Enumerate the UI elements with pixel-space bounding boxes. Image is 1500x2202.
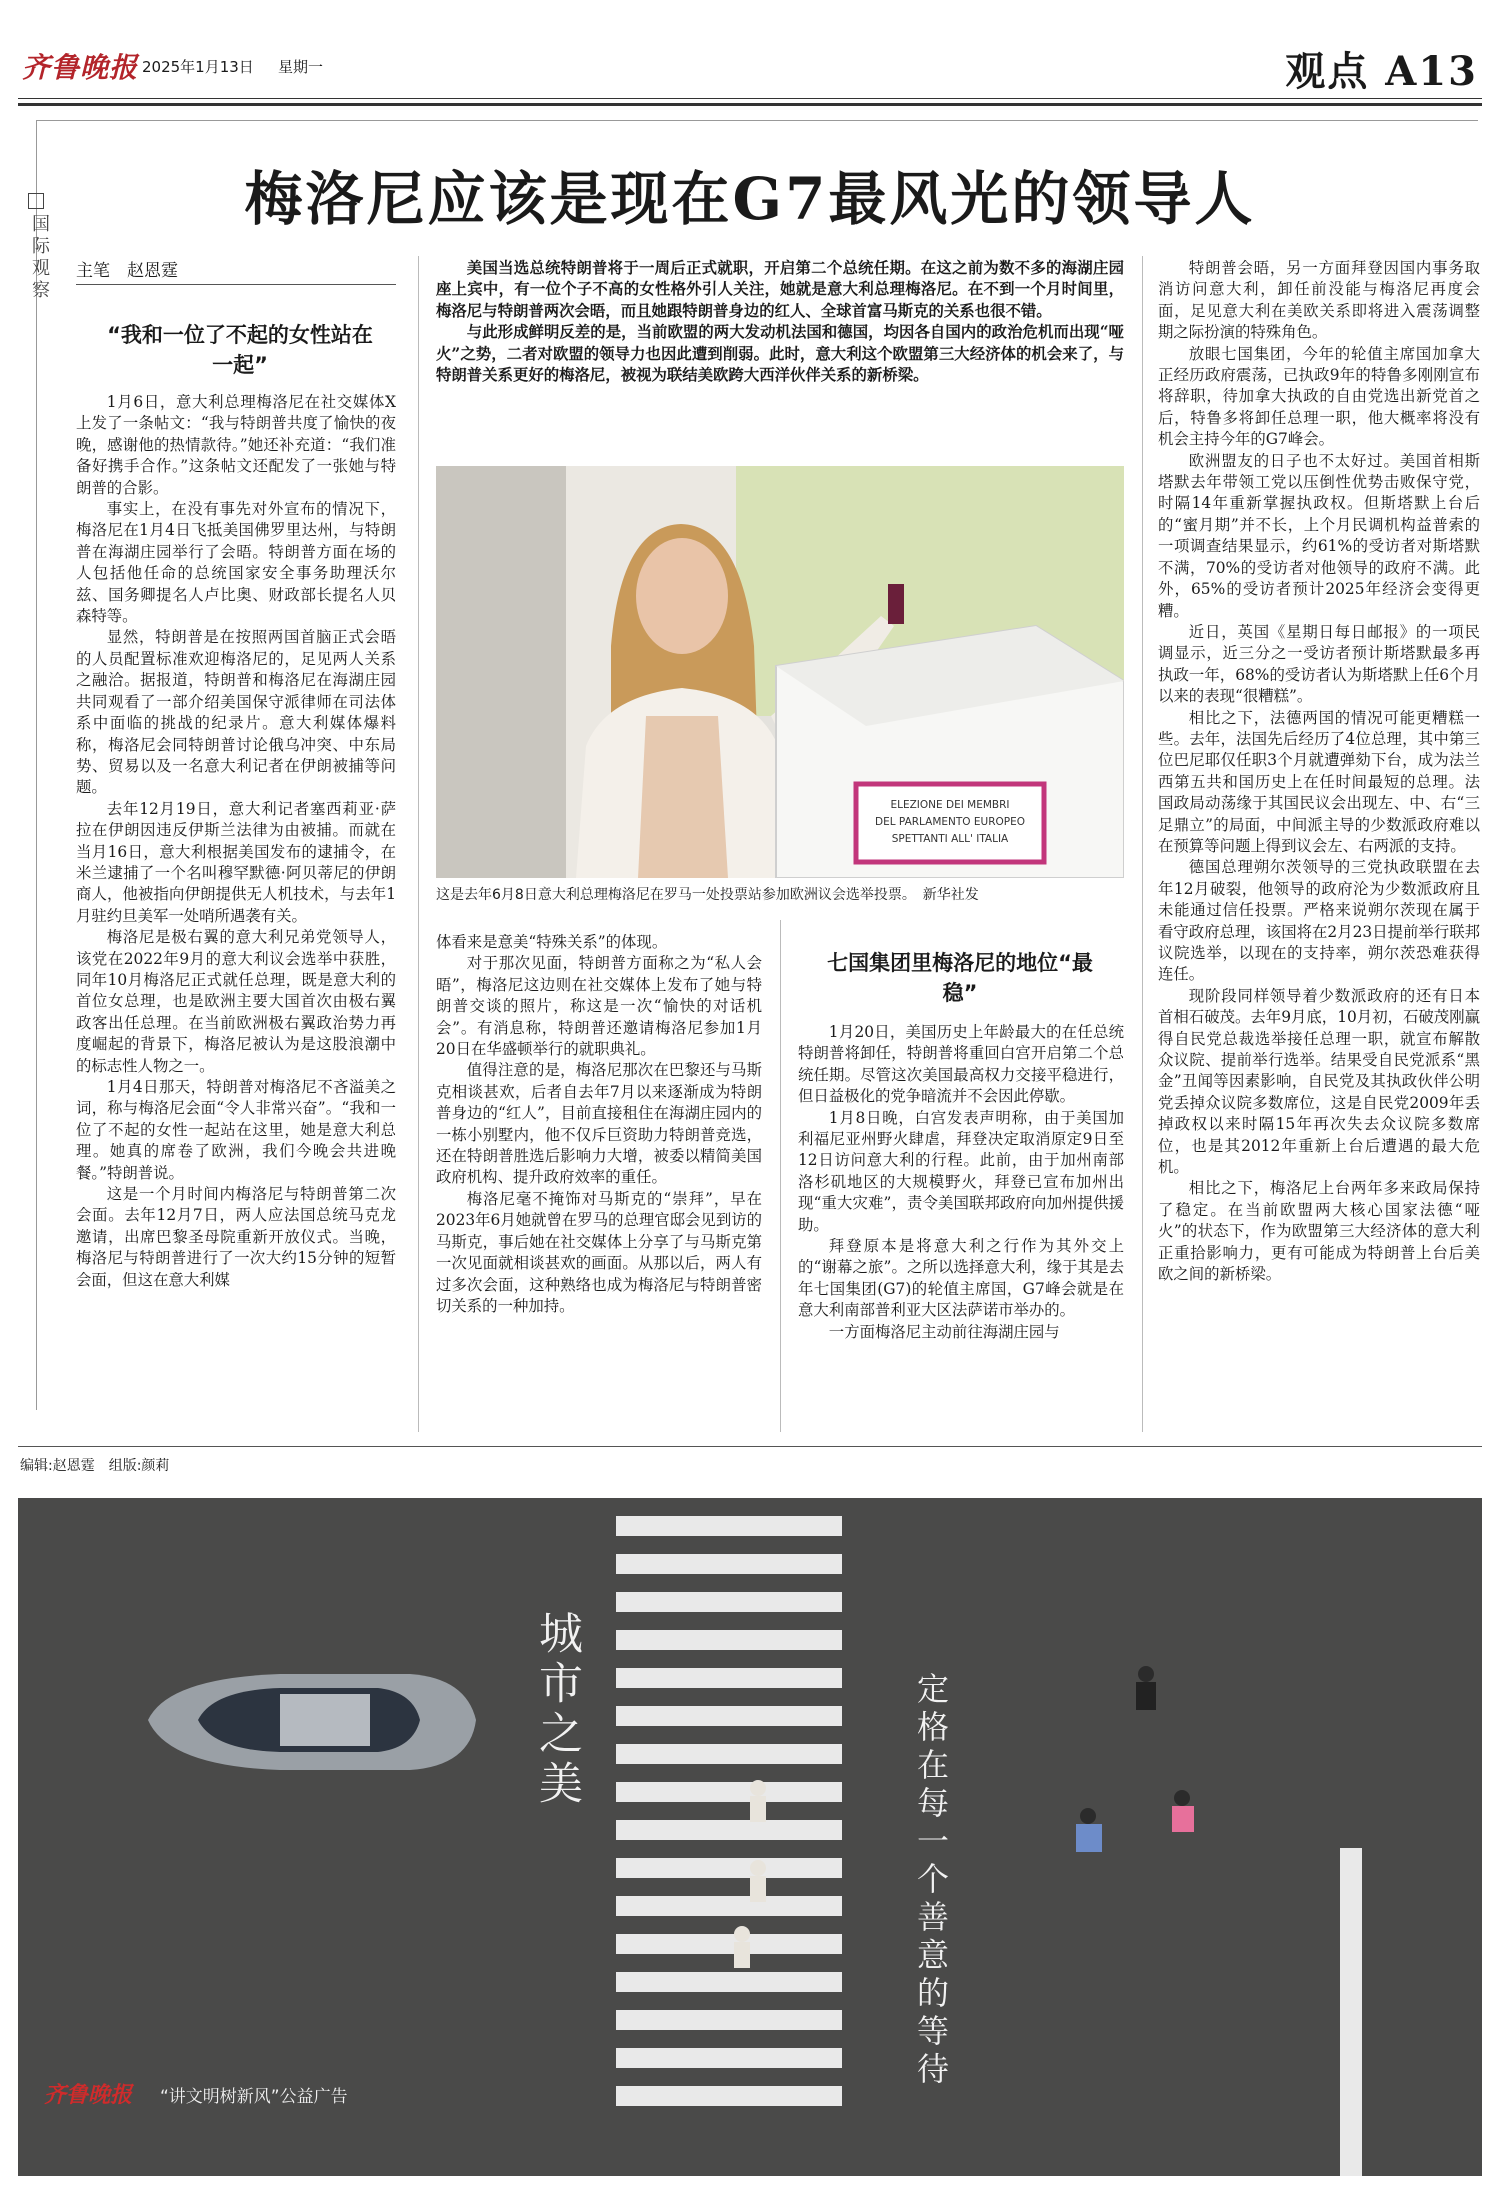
article-paragraph: 事实上，在没有事先对外宣布的情况下，梅洛尼在1月4日飞抵美国佛罗里达州，与特朗普在海湖庄园举行了会晤。特朗普方面在场的人包括他任命的总统国家安全事务助理沃尔兹、国务卿提名人卢比奥、财政部长提名人贝森特等。	[76, 500, 396, 626]
article-paragraph: 对于那次见面，特朗普方面称之为“私人会晤”，梅洛尼这边则在社交媒体上发布了她与特朗普交谈的照片，称这是一次“愉快的对话机会”。有消息称，特朗普还邀请梅洛尼参加1月20日在华盛顿举行的就职典礼。	[436, 954, 762, 1059]
section-page: 观点 A13	[1285, 48, 1478, 95]
article-paragraph: 显然，特朗普是在按照两国首脑正式会晤的人员配置标准欢迎梅洛尼的，足见两人关系之融洽。据报道，特朗普和梅洛尼在海湖庄园共同观看了一部介绍美国保守派律师在司法体系中面临的挑战的纪录片。意大利媒体爆料称，梅洛尼会同特朗普讨论俄乌冲突、中东局势、贸易以及一名意大利记者在伊朗被捕等问题。	[76, 628, 396, 797]
article-paragraph: 去年12月19日，意大利记者塞西莉亚·萨拉在伊朗因违反伊斯兰法律为由被捕。而就在当月16日，意大利根据美国发布的逮捕令，在米兰逮捕了一个名叫穆罕默德·阿贝蒂尼的伊朗商人，他被指向伊朗提供无人机技术，与去年1月驻约旦美军一处哨所遇袭有关。	[76, 799, 396, 925]
column-separator	[780, 920, 781, 1432]
article-paragraph: 欧洲盟友的日子也不太好过。美国首相斯塔默去年带领工党以压倒性优势击败保守党，时隔14年重新掌握执政权。但斯塔默上台后的“蜜月期”并不长，上个月民调机构益普索的一项调查结果显示，约61%的受访者对斯塔默不满，70%的受访者对他领导的政府不满。此外，65%的受访者预计2025年经济会变得更糟。	[1158, 451, 1480, 620]
byline-rule	[76, 284, 396, 285]
ballot-text-2: DEL PARLAMENTO EUROPEO	[875, 816, 1025, 828]
article-paragraph: 相比之下，梅洛尼上台两年多来政局保持了稳定。在当前欧盟两大核心国家法德“哑火”的状态下，作为欧盟第三大经济体的意大利正重拾影响力，更有可能成为特朗普上台后美欧之间的新桥梁。	[1158, 1179, 1480, 1284]
meloni-voting-photo	[436, 466, 1124, 878]
article-paragraph: 德国总理朔尔茨领导的三党执政联盟在去年12月破裂，他领导的政府沦为少数派政府且未能通过信任投票。严格来说朔尔茨现在属于看守政府总理，该国将在2月23日提前举行联邦议院选举，以现在的支持率，朔尔茨恐难获得连任。	[1158, 858, 1480, 984]
article-paragraph: 1月6日，意大利总理梅洛尼在社交媒体X上发了一条帖文：“我与特朗普共度了愉快的夜晚，感谢他的热情款待。”她还补充道：“我们准备好携手合作。”这条帖文还配发了一张她与特朗普的合影。	[76, 393, 396, 497]
article-photo	[436, 466, 1124, 878]
section-1-title: “我和一位了不起的女性站在一起”	[107, 323, 373, 377]
article-paragraph: 1月20日，美国历史上年龄最大的在任总统特朗普将卸任，特朗普将重回白宫开启第二个总统任期。尽管这次美国最高权力交接平稳进行，但日益极化的党争暗流并不会因此停歇。	[798, 1023, 1124, 1106]
article-paragraph: 梅洛尼是极右翼的意大利兄弟党领导人，该党在2022年9月的意大利议会选举中获胜，同年10月梅洛尼正式就任总理，既是意大利的首位女总理，也是欧洲主要大国首次由极右翼政客出任总理。在当前欧洲极右翼政治势力再度崛起的背景下，梅洛尼被认为是这股浪潮中的标志性人物之一。	[76, 928, 396, 1075]
byline: 主笔 赵恩霆	[76, 261, 178, 281]
masthead-rule-thick	[18, 103, 1482, 106]
article-column-1	[76, 392, 396, 1432]
ad-subtitle: 定格在每一个善意的等待	[912, 1672, 950, 2090]
article-paragraph: 1月8日晚，白宫发表声明称，由于美国加利福尼亚州野火肆虐，拜登决定取消原定9日至12日访问意大利的行程。此前，由于加州南部洛杉矶地区的大规模野火，拜登已宣布加州出现“重大灾难”，责令美国联邦政府向加州提供援助。	[798, 1108, 1124, 1234]
article-paragraph: 1月4日那天，特朗普对梅洛尼不吝溢美之词，称与梅洛尼会面“令人非常兴奋”。“我和一位了不起的女性一起站在这里，她是意大利总理。她真的席卷了欧洲，我们今晚会共进晚餐。”特朗普说。	[76, 1078, 396, 1182]
article-column-2	[436, 932, 762, 1432]
column-tag-icon	[28, 193, 44, 209]
masthead-rule	[18, 98, 1482, 99]
article-paragraph: 梅洛尼毫不掩饰对马斯克的“崇拜”，早在2023年6月她就曾在罗马的总理官邸会见到访的马斯克，事后她在社交媒体上分享了与马斯克第一次见面就相谈甚欢的画面。从那以后，两人有过多次会面，这种熟络也成为梅洛尼与特朗普密切关系的一种加持。	[436, 1189, 762, 1315]
article-paragraph: 一方面梅洛尼主动前往海湖庄园与	[828, 1322, 1060, 1341]
issue-day: 星期一	[278, 58, 324, 76]
article-headline: 梅洛尼应该是现在G7最风光的领导人	[244, 165, 1256, 233]
article-paragraph: 拜登原本是将意大利之行作为其外交上的“谢幕之旅”。之所以选择意大利，缘于其是去年七国集团(G7)的轮值主席国，G7峰会就是在意大利南部普利亚大区法萨诺市举办的。	[798, 1237, 1124, 1320]
article-paragraph: 放眼七国集团，今年的轮值主席国加拿大正经历政府震荡，已执政9年的特鲁多刚刚宣布将辞职，待加拿大执政的自由党选出新党首之后，特鲁多将卸任总理一职，他大概率将没有机会主持今年的G7峰会。	[1158, 344, 1480, 449]
car-icon	[148, 1674, 476, 1770]
column-separator	[418, 256, 419, 1432]
article-paragraph: 这是一个月时间内梅洛尼与特朗普第二次会面。去年12月7日，两人应法国总统马克龙邀请，出席巴黎圣母院重新开放仪式。当晚，梅洛尼与特朗普进行了一次大约15分钟的短暂会面，但这在意大利媒	[76, 1185, 396, 1289]
section-2-title: 七国集团里梅洛尼的地位“最稳”	[827, 951, 1093, 1005]
editor-credits: 编辑:赵恩霆 组版:颜莉	[20, 1458, 170, 1474]
crosswalk-illustration	[18, 1498, 1482, 2176]
article-paragraph: 特朗普会晤，另一方面拜登因国内事务取消访问意大利，卸任前没能与梅洛尼再度会面，足见意大利在美欧关系即将进入震荡调整期之际扮演的特殊角色。	[1158, 259, 1480, 342]
ad-slogan: “讲文明树新风”公益广告	[160, 2087, 348, 2107]
column-tag: 国际观察	[29, 214, 50, 302]
article-paragraph: 相比之下，法德两国的情况可能更糟糕一些。去年，法国先后经历了4位总理，其中第三位巴尼耶仅任职3个月就遭弹劾下台，成为法兰西第五共和国历史上在任时间最短的总理。法国政局动荡缘于其国民议会出现左、中、右“三足鼎立”的局面，中间派主导的少数派政府难以在预算等问题上得到议会左、右两派的支持。	[1158, 708, 1480, 855]
photo-caption: 这是去年6月8日意大利总理梅洛尼在罗马一处投票站参加欧洲议会选举投票。 新华社发	[436, 887, 979, 903]
article-lead	[436, 258, 1124, 454]
article-column-4	[1158, 258, 1480, 1432]
article-paragraph: 美国当选总统特朗普将于一周后正式就职，开启第二个总统任期。在这之前为数不多的海湖庄园座上宾中，有一位个子不高的女性格外引人关注，她就是意大利总理梅洛尼。在不到一个月时间里，梅洛尼与特朗普两次会晤，而且她跟特朗普身边的红人、全球首富马斯克的关系也很不错。	[436, 259, 1124, 320]
ballot-text-3: SPETTANTI ALL' ITALIA	[891, 833, 1009, 845]
article-paragraph: 现阶段同样领导着少数派政府的还有日本首相石破茂。去年9月底，10月初，石破茂刚赢得自民党总裁选举接任总理一职，就宣布解散众议院、提前举行选举。结果受自民党派系“黑金”丑闻等因素影响，自民党及其执政伙伴公明党丢掉众议院多数席位，这是自民党2009年丢掉政权以来时隔15年再次失去众议院多数席位，也是其2012年重新上台后遭遇的最大危机。	[1158, 986, 1480, 1177]
footer-rule	[18, 1446, 1482, 1447]
ballot-text-1: ELEZIONE DEI MEMBRI	[890, 799, 1010, 811]
issue-date: 2025年1月13日	[142, 58, 254, 76]
article-paragraph: 体看来是意美“特殊关系”的体现。	[436, 933, 668, 951]
article-paragraph: 近日，英国《星期日每日邮报》的一项民调显示，近三分之一受访者预计斯塔默最多再执政一年，68%的受访者认为斯塔默上任6个月以来的表现“很糟糕”。	[1158, 622, 1480, 706]
column-separator	[1142, 256, 1143, 1432]
public-service-ad	[18, 1498, 1482, 2176]
ad-newspaper-logo: 齐鲁晚报	[44, 2082, 133, 2108]
newspaper-logo: 齐鲁晚报	[22, 51, 139, 84]
ad-title: 城市之美	[531, 1610, 582, 1810]
article-paragraph: 与此形成鲜明反差的是，当前欧盟的两大发动机法国和德国，均因各自国内的政治危机而出现“哑火”之势，二者对欧盟的领导力也因此遭到削弱。此时，意大利这个欧盟第三大经济体的机会来了，与特朗普关系更好的梅洛尼，被视为联结美欧跨大西洋伙伴关系的新桥梁。	[436, 323, 1124, 385]
article-paragraph: 值得注意的是，梅洛尼那次在巴黎还与马斯克相谈甚欢，后者自去年7月以来逐渐成为特朗普身边的“红人”，目前直接租住在海湖庄园内的一栋小别墅内，他不仅斥巨资助力特朗普竞选，还在特朗普胜选后影响力大增，被委以精简美国政府机构、提升政府效率的重任。	[436, 1061, 762, 1187]
masthead	[18, 38, 1482, 98]
article-column-3	[798, 1022, 1124, 1432]
